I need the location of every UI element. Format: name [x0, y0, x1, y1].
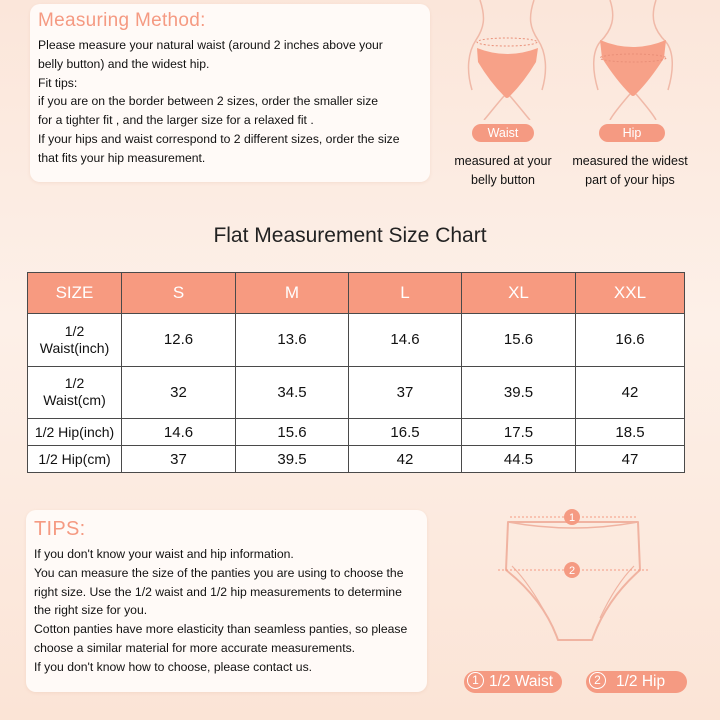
measuring-method-text	[38, 36, 422, 168]
tips-text	[34, 545, 421, 677]
tips-line: the right size for you.	[34, 603, 148, 618]
table-header-cell: XL	[462, 273, 576, 314]
table-cell: 17.5	[462, 419, 576, 446]
tips-line: If you don't know your waist and hip information.	[34, 547, 294, 561]
table-cell: 16.5	[349, 419, 462, 446]
table-cell: 12.6	[122, 314, 236, 367]
table-cell: 44.5	[462, 446, 576, 473]
measuring-line: Please measure your natural waist (around 2 inches above your	[38, 38, 383, 52]
table-cell: 14.6	[349, 314, 462, 367]
table-cell: 39.5	[462, 366, 576, 419]
table-header-cell: S	[122, 273, 236, 314]
row-label: 1/2 Waist(inch)	[28, 314, 122, 367]
size-chart-table	[27, 272, 685, 473]
table-cell: 15.6	[236, 419, 349, 446]
table-row	[28, 366, 685, 419]
measuring-line: if you are on the border between 2 sizes, order the smaller size	[38, 94, 379, 109]
legend-text-2: 1/2 Hip	[616, 673, 666, 690]
measuring-line: Fit tips:	[38, 75, 78, 90]
table-cell: 37	[122, 446, 236, 473]
table-header-cell: XXL	[576, 273, 685, 314]
table-row	[28, 419, 685, 446]
hip-figure-illustration	[588, 0, 678, 120]
waist-label-badge: Waist	[472, 124, 534, 142]
diagram-marker-2: 2	[568, 565, 576, 577]
tips-line: You can measure the size of the panties you are using to choose the	[34, 565, 404, 580]
table-header-cell: M	[236, 273, 349, 314]
table-cell: 37	[349, 366, 462, 419]
table-cell: 42	[576, 366, 685, 419]
table-cell: 42	[349, 446, 462, 473]
panties-measurement-diagram	[488, 500, 658, 660]
waist-figure-illustration	[462, 0, 552, 120]
waist-caption: measured at your belly button	[454, 154, 552, 187]
table-row	[28, 446, 685, 473]
table-cell: 16.6	[576, 314, 685, 367]
table-cell: 39.5	[236, 446, 349, 473]
table-cell: 13.6	[236, 314, 349, 367]
table-cell: 47	[576, 446, 685, 473]
tips-line: choose a similar material for more accurate measurements.	[34, 640, 356, 655]
measuring-line: belly button) and the widest hip.	[38, 56, 210, 71]
legend-half-hip	[586, 671, 687, 693]
table-cell: 18.5	[576, 419, 685, 446]
legend-half-waist	[464, 671, 562, 693]
measuring-line: If your hips and waist correspond to 2 different sizes, order the size	[38, 131, 400, 146]
diagram-marker-1: 1	[568, 512, 576, 524]
table-header-cell: SIZE	[28, 273, 122, 314]
table-cell: 15.6	[462, 314, 576, 367]
size-chart-title: Flat Measurement Size Chart	[213, 224, 487, 247]
tips-line: If you don't know how to choose, please contact us.	[34, 659, 313, 674]
legend-text-1: 1/2 Waist	[489, 673, 554, 690]
legend-number-1: 1	[467, 672, 484, 689]
measuring-method-title: Measuring Method:	[38, 10, 206, 31]
table-header-row	[28, 273, 685, 314]
row-label: 1/2 Hip(cm)	[28, 446, 122, 473]
table-header-cell: L	[349, 273, 462, 314]
measuring-line: for a tighter fit , and the larger size for a relaxed fit .	[38, 113, 314, 128]
legend-number-2: 2	[589, 672, 606, 689]
table-cell: 34.5	[236, 366, 349, 419]
tips-line: right size. Use the 1/2 waist and 1/2 hip measurements to determine	[34, 584, 402, 599]
row-label: 1/2 Waist(cm)	[28, 366, 122, 419]
table-row	[28, 314, 685, 367]
tips-card	[26, 510, 427, 692]
table-cell: 14.6	[122, 419, 236, 446]
hip-label-badge: Hip	[599, 124, 665, 142]
tips-line: Cotton panties have more elasticity than seamless panties, so please	[34, 622, 408, 637]
tips-title: TIPS:	[34, 518, 86, 540]
measuring-line: that fits your hip measurement.	[38, 150, 206, 165]
table-cell: 32	[122, 366, 236, 419]
row-label: 1/2 Hip(inch)	[28, 419, 122, 446]
hip-caption: measured the widest part of your hips	[572, 154, 688, 187]
measuring-method-card	[30, 4, 430, 182]
